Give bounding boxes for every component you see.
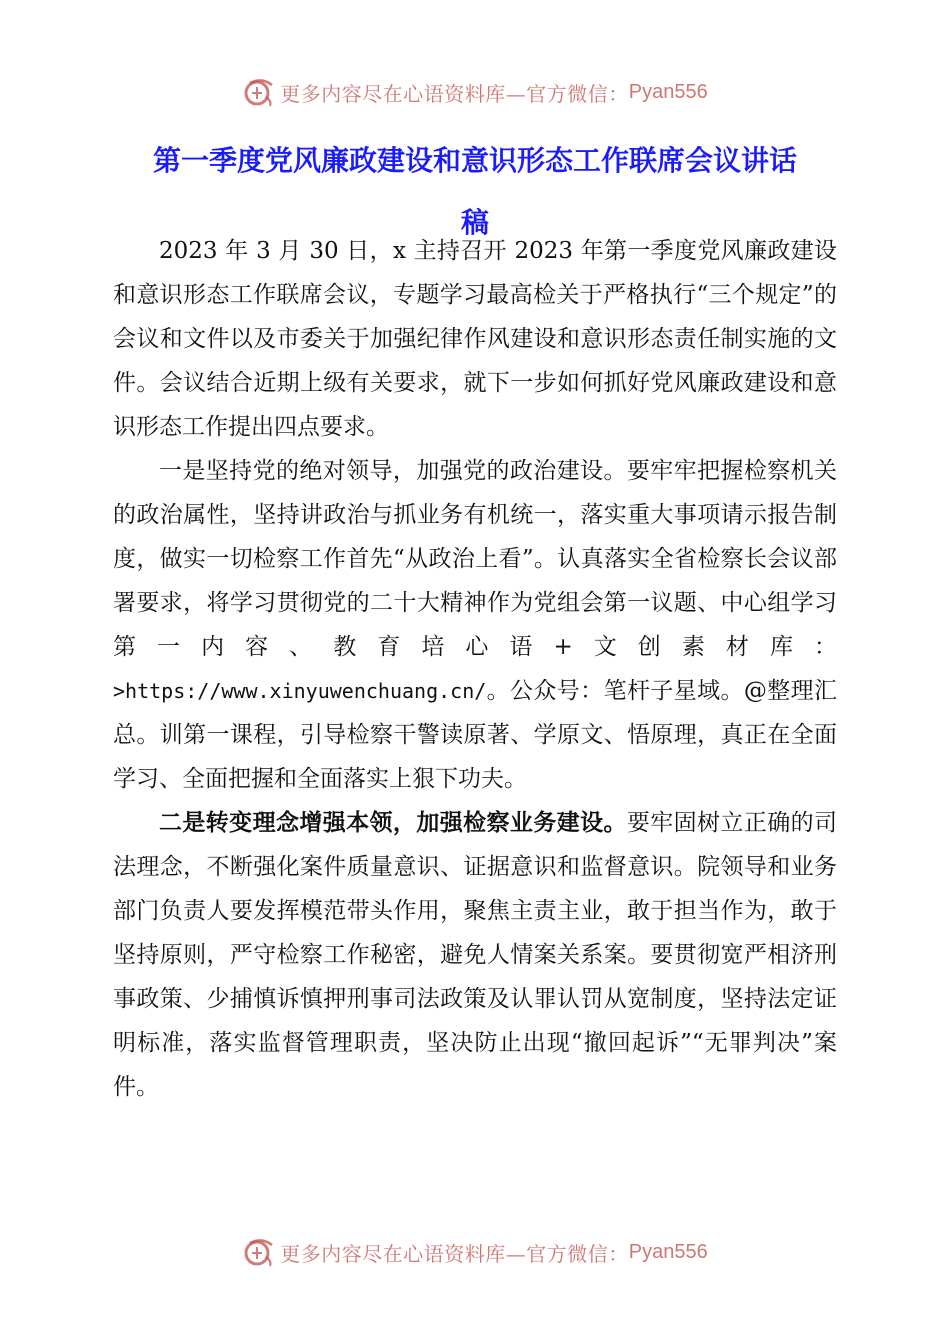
paragraph-intro-text: 2023 年 3 月 30 日，x 主持召开 2023 年第一季度党风廉政建设和意识形态工作联席会议，专题学习最高检关于严格执行“三个规定”的会议和文件以及市委关于加强纪律作风建设和意识形态责任制实施的文件。会议结合近期上级有关要求，就下一步如何抓好党风廉政建设和意识形态工作提出四点要求。 [113,238,837,440]
paragraph-point-one-text: 一是坚持党的绝对领导，加强党的政治建设。要牢牢把握检察机关的政治属性，坚持讲政治与抓业务有机统一，落实重大事项请示报告制度，做实一切检察工作首先“从政治上看”。认真落实全省检察长会议部署要求，将学习贯彻党的二十大精神作为党组会第一议题、中心组学习第一内容、教育培心语+文创素材库： [113,458,837,660]
document-title-line1: 第一季度党风廉政建设和意识形态工作联席会议讲话 [152,144,797,177]
brand-logo-icon [242,1235,276,1269]
paragraph-point-two-text: 要牢固树立正确的司法理念，不断强化案件质量意识、证据意识和监督意识。院领导和业务部门负责人要发挥模范带头作用，聚焦主责主业，敢于担当作为，敢于坚持原则，严守检察工作秘密，避免人情案关系案。要贯彻宽严相济刑事政策、少捕慎诉慎押刑事司法政策及认罪认罚从宽制度，坚持法定证明标准，落实监督管理职责，坚决防止出现“撤回起诉”“无罪判决”案件。 [113,810,838,1100]
watermark-wechat-id: Pyan556 [628,1240,708,1263]
paragraph-point-one [113,449,837,801]
watermark-text: 更多内容尽在心语资料库—官方微信： [280,1241,629,1266]
paragraph-point-two [113,801,837,1109]
document-title-line2: 稿 [460,206,489,239]
paragraph-intro [113,229,837,449]
paragraph-point-two-heading: 二是转变理念增强本领，加强检察业务建设。 [159,810,627,836]
website-url[interactable]: >https://www.xinyuwenchuang.cn/ [113,679,487,703]
header-watermark [0,72,950,112]
paragraph-point-one-text-continued: 。公众号：笔杆子星域。@整理汇总。训第一课程，引导检察干警读原著、学原文、悟原理，真正在全面学习、全面把握和全面落实上狠下功夫。 [113,678,837,792]
watermark-text: 更多内容尽在心语资料库—官方微信： [280,81,629,106]
document-body [113,229,837,1109]
watermark-wechat-id: Pyan556 [628,80,708,103]
footer-watermark [0,1232,950,1272]
brand-logo-icon [242,75,276,109]
